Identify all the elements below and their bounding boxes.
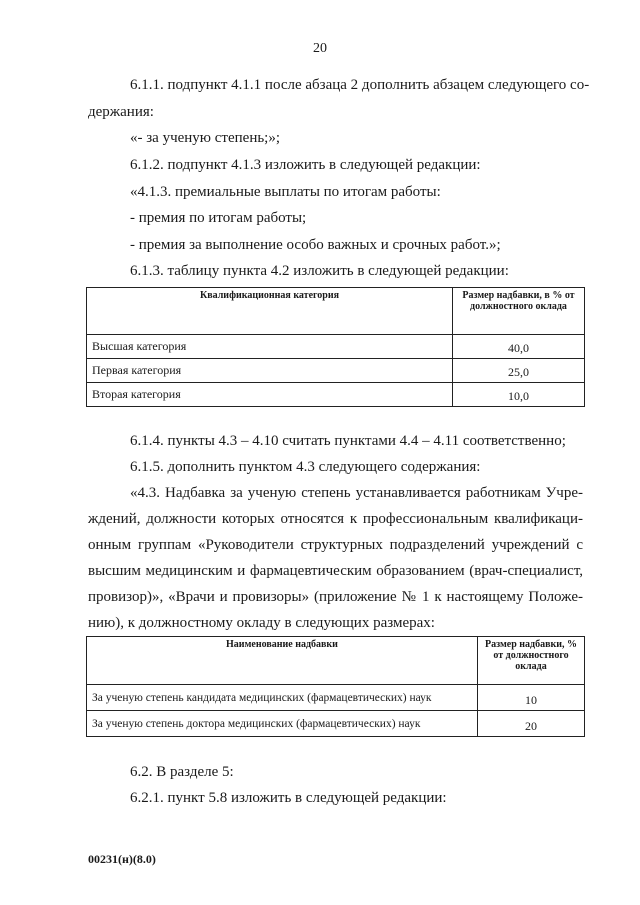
table-header-row: [87, 637, 585, 685]
academic-degree-bonus-table: [86, 636, 585, 737]
qualification-category-table: [86, 287, 585, 407]
bonus-name-cell: За ученую степень доктора медицинских (фармацевтических) наук: [87, 711, 478, 737]
quote-academic-degree: «- за ученую степень;»;: [130, 130, 281, 146]
paragraph-6-2: 6.2. В разделе 5:: [130, 764, 234, 780]
table-row: [87, 359, 585, 383]
header-qualification-category: Квалификационная категория: [87, 288, 453, 335]
table-row: [87, 383, 585, 407]
bullet-bonus-urgent-work: - премия за выполнение особо важных и срочных работ.»;: [130, 237, 501, 253]
header-bonus-name: Наименование надбавки: [87, 637, 478, 685]
value-cell: 40,0: [453, 335, 585, 359]
category-cell: Высшая категория: [87, 335, 453, 359]
paragraph-6-2-1: 6.2.1. пункт 5.8 изложить в следующей редакции:: [130, 790, 447, 806]
quote-4-1-3: «4.1.3. премиальные выплаты по итогам работы:: [130, 184, 441, 200]
paragraph-6-1-5: 6.1.5. дополнить пунктом 4.3 следующего содержания:: [130, 459, 481, 475]
header-bonus-size: Размер надбавки, % от должностного оклада: [478, 637, 585, 685]
value-cell: 10: [478, 685, 585, 711]
document-code: 00231(н)(8.0): [88, 852, 156, 866]
paragraph-6-1-2: 6.1.2. подпункт 4.1.3 изложить в следующей редакции:: [130, 157, 481, 173]
table-row: [87, 685, 585, 711]
table-row: [87, 335, 585, 359]
paragraph-4-3-line: высшим медицинским и фармацевтическим образованием (врач-специалист,: [88, 563, 583, 579]
bullet-bonus-results: - премия по итогам работы;: [130, 210, 307, 226]
value-cell: 10,0: [453, 383, 585, 407]
paragraph-4-3-line: нию), к должностному окладу в следующих размерах:: [88, 615, 435, 631]
paragraph-6-1-4: 6.1.4. пункты 4.3 – 4.10 считать пунктами 4.4 – 4.11 соответственно;: [130, 433, 566, 449]
header-bonus-size: Размер надбавки, в % от должностного оклада: [453, 288, 585, 335]
paragraph-4-3-line: «4.3. Надбавка за ученую степень устанавливается работникам Учре-: [130, 485, 583, 501]
page-number: 20: [313, 41, 327, 56]
paragraph-6-1-1-continuation: держания:: [88, 104, 154, 120]
category-cell: Вторая категория: [87, 383, 453, 407]
bonus-name-cell: За ученую степень кандидата медицинских (фармацевтических) наук: [87, 685, 478, 711]
table-header-row: [87, 288, 585, 335]
category-cell: Первая категория: [87, 359, 453, 383]
paragraph-6-1-1: 6.1.1. подпункт 4.1.1 после абзаца 2 дополнить абзацем следующего со-: [130, 77, 590, 93]
value-cell: 25,0: [453, 359, 585, 383]
paragraph-4-3-line: онным группам «Руководители структурных подразделений учреждений с: [88, 537, 583, 553]
table-row: [87, 711, 585, 737]
paragraph-4-3-line: провизор)», «Врачи и провизоры» (приложение № 1 к настоящему Положе-: [88, 589, 583, 605]
value-cell: 20: [478, 711, 585, 737]
paragraph-4-3-line: ждений, должности которых относятся к профессиональным квалификаци-: [88, 511, 583, 527]
paragraph-6-1-3: 6.1.3. таблицу пункта 4.2 изложить в следующей редакции:: [130, 263, 509, 279]
